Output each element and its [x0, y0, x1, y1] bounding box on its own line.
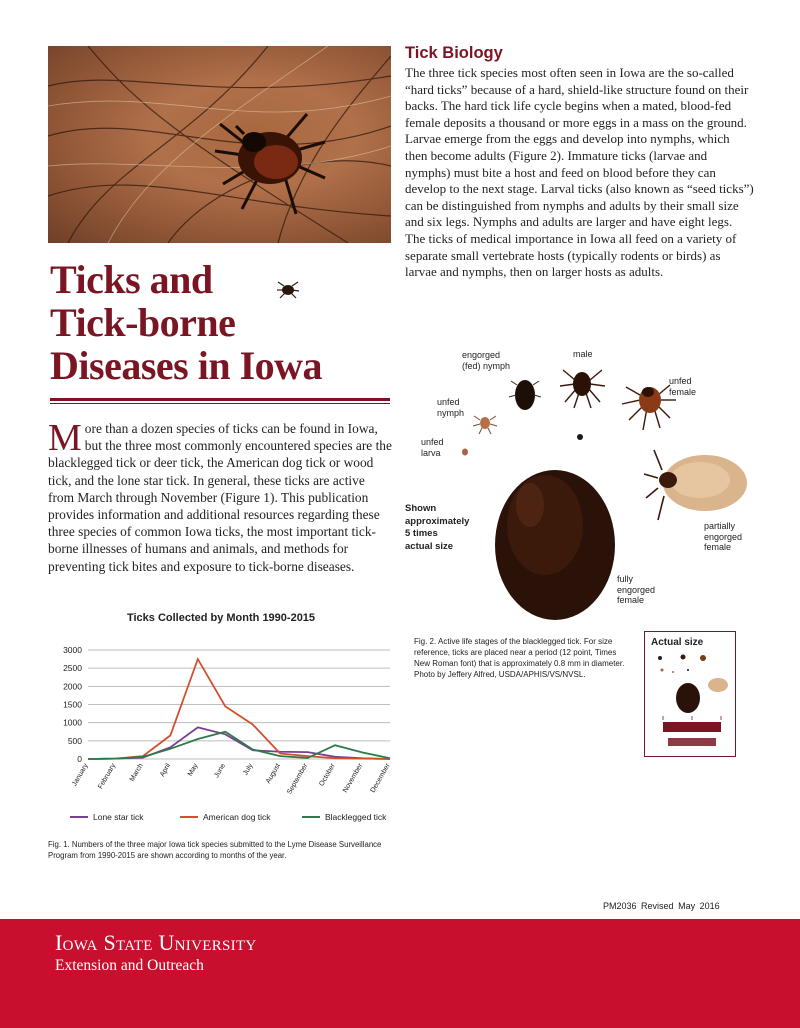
period-reference-dot — [577, 434, 583, 440]
title-rule — [50, 398, 390, 401]
legend-label: Blacklegged tick — [325, 812, 387, 822]
label-male: male — [573, 349, 593, 359]
section-heading-tick-biology: Tick Biology — [405, 44, 503, 62]
chart-legend — [70, 812, 387, 822]
pub-revised: Revised — [641, 901, 674, 911]
unfed-nymph-icon — [473, 416, 497, 434]
y-tick-label: 3000 — [63, 645, 82, 655]
chart-y-ticks — [63, 645, 82, 764]
tick-biology-text: The three tick species most often seen in Iowa are the so-called “hard ticks” because of a hard, shield-like structure found on their backs. The hard tick life cycle begins when a mated, blood-fed female deposits a thousand or more eggs in a mass on the ground. Larvae emerge from the eggs and develop into nymphs, which then become adults (Figure 2). Immature ticks (larvae and nymphs) must bite a host and feed on blood before they can develop to the next stage. Larval ticks (also known as “seed ticks”) can be distinguished from nymphs and adults by their small size and six legs. Nymphs and adults are larger and have eight legs. The ticks of medical importance in Iowa all feed on a variety of separate small vertebrate hosts (typically rodents or birds) as larvae and nymphs, then on larger hosts as adults. — [405, 65, 754, 280]
series-line-blacklegged-tick — [88, 732, 390, 759]
tick-on-hair-photo-icon — [48, 46, 391, 243]
hero-photo — [48, 46, 391, 243]
publication-id — [603, 901, 720, 911]
chart-x-ticks — [71, 762, 392, 796]
unfed-larva-icon — [462, 449, 468, 456]
actual-size-ticks-image — [648, 650, 734, 754]
x-tick-label: February — [97, 762, 118, 791]
title-line-3: Diseases in Iowa — [50, 343, 323, 388]
figure-1-caption: Fig. 1. Numbers of the three major Iowa tick species submitted to the Lyme Disease Surveillance Program from 1990-2015 are shown according to months of the year. — [48, 840, 382, 860]
x-tick-label: June — [213, 762, 228, 780]
x-tick-label: August — [264, 762, 282, 785]
engorged-nymph-icon — [509, 380, 541, 410]
male-tick-icon — [560, 370, 605, 408]
tick-collection-line-chart — [40, 634, 400, 834]
figure-2-caption: Fig. 2. Active life stages of the blacklegged tick. For size reference, ticks are placed near a period (12 point, Times New Roman font) that is approximately 0.8 mm in diameter. Photo by Jeffery Alfred, USDA/APHIS/VS/NVSL. — [414, 637, 625, 679]
legend-label: American dog tick — [203, 812, 271, 822]
extension-subtitle: Extension and Outreach — [55, 957, 204, 974]
scale-note: Shown approximately 5 times actual size — [405, 503, 470, 552]
pub-number: PM2036 — [603, 901, 637, 911]
title-line-1: Ticks and — [50, 257, 213, 302]
y-tick-label: 2000 — [63, 681, 82, 692]
y-tick-label: 2500 — [63, 663, 82, 674]
chart-series-lines — [88, 659, 390, 759]
fully-engorged-female-icon — [495, 470, 615, 620]
x-tick-label: September — [286, 762, 310, 796]
chart-title: Ticks Collected by Month 1990-2015 — [126, 612, 316, 624]
label-unfed-nymph: unfed nymph — [437, 397, 465, 418]
page-title — [50, 258, 390, 387]
series-line-american-dog-tick — [88, 659, 390, 759]
intro-paragraph — [48, 417, 394, 575]
intro-text: ore than a dozen species of ticks can be found in Iowa, but the three most commonly encountered species are the blacklegged tick or deer tick, the American dog tick or wood tick, and the lone star tick. In general, these ticks are active from March through November (Figure 1). This publication provides information and additional resources regarding these three species of common Iowa ticks, the most important tick-borne illnesses of humans and animals, and methods for preventing tick bites and exposure to tick-borne diseases. — [48, 421, 392, 574]
x-tick-label: October — [318, 762, 337, 788]
x-tick-label: March — [128, 762, 145, 783]
small-tick-icon — [276, 278, 300, 300]
pub-date: May 2016 — [678, 901, 720, 911]
title-line-2: Tick-borne — [50, 300, 236, 345]
y-tick-label: 500 — [67, 735, 82, 746]
actual-size-title: Actual size — [651, 637, 704, 648]
x-tick-label: April — [159, 762, 173, 779]
label-unfed-larva: unfed larva — [421, 437, 444, 458]
university-wordmark[interactable]: Iowa State University — [55, 930, 257, 955]
y-tick-label: 1000 — [63, 717, 82, 728]
label-fully-engorged: fully engorged female — [617, 574, 656, 605]
title-rule-thin — [50, 403, 390, 404]
label-engorged-nymph: engorged (fed) nymph — [462, 350, 511, 371]
tick-life-stages-photo — [400, 340, 770, 630]
y-tick-label: 1500 — [63, 699, 82, 710]
x-tick-label: December — [369, 762, 392, 794]
label-unfed-female: unfed female — [669, 376, 697, 397]
y-tick-label: 0 — [77, 754, 82, 764]
x-tick-label: January — [71, 762, 90, 788]
x-tick-label: July — [242, 762, 255, 777]
drop-cap: M — [48, 417, 82, 459]
partially-engorged-female-icon — [644, 450, 747, 520]
unfed-female-tick-icon — [622, 385, 676, 430]
label-partially-engorged: partially engorged female — [704, 521, 743, 552]
series-line-lone-star-tick — [88, 727, 390, 759]
x-tick-label: May — [186, 762, 200, 778]
x-tick-label: November — [342, 762, 365, 794]
legend-label: Lone star tick — [93, 812, 144, 822]
